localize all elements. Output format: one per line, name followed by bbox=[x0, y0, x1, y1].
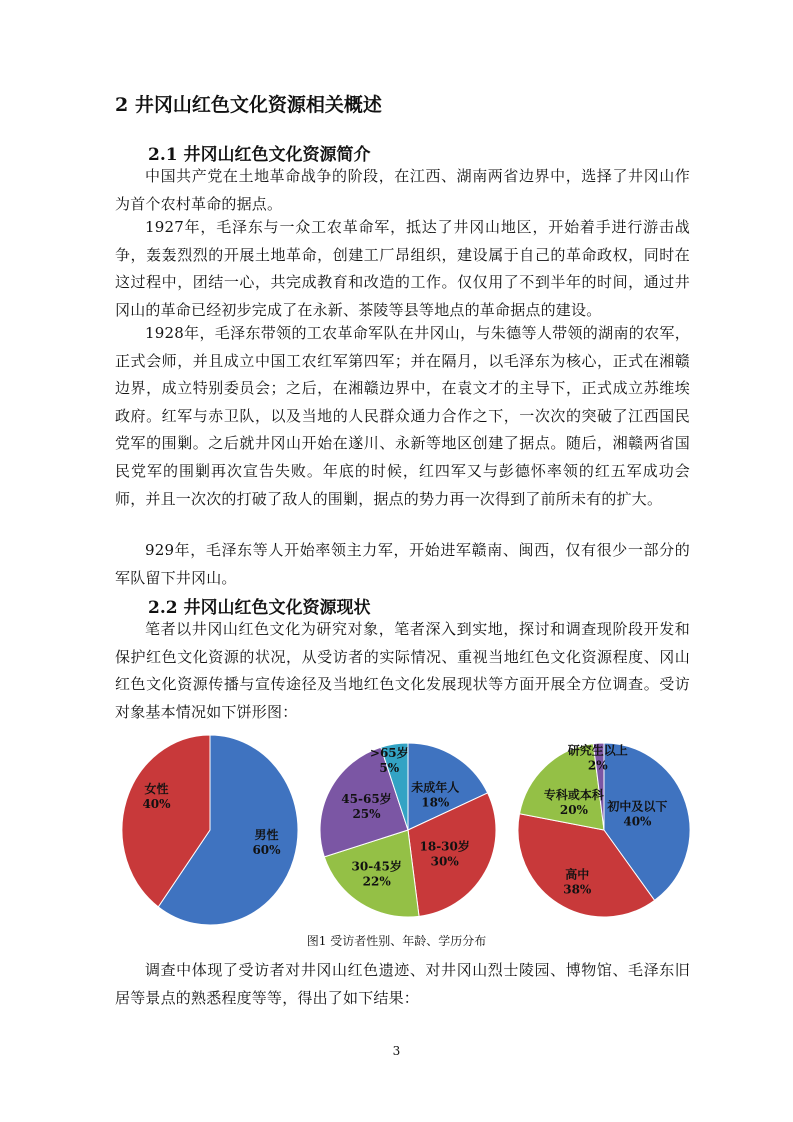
slice-label: 男性 bbox=[254, 828, 279, 842]
slice-percent-label: 5% bbox=[379, 761, 400, 775]
section-heading: 2 井冈山红色文化资源相关概述 bbox=[115, 94, 382, 116]
paragraph: 笔者以井冈山红色文化为研究对象，笔者深入到实地，探讨和调查现阶段开发和保护红色文化资源的状况，从受访者的实际情况、重视当地红色文化资源程度、冈山红色文化资源传播与宣传途径及当地红色文化发展现状等方面开展全方位调查。受访对象基本情况如下饼形图： bbox=[115, 620, 690, 721]
paragraph: 929年，毛泽东等人开始率领主力军，开始进军赣南、闽西，仅有很少一部分的军队留下井冈山。 bbox=[115, 541, 690, 587]
slice-label: 18-30岁 bbox=[419, 839, 470, 854]
figure-caption: 图1 受访者性别、年龄、学历分布 bbox=[306, 934, 487, 948]
paragraph: 中国共产党在土地革命战争的阶段，在江西、湖南两省边界中，选择了井冈山作为首个农村革命的据点。 bbox=[115, 167, 690, 213]
slice-label: 初中及以下 bbox=[607, 799, 668, 814]
slice-percent-label: 18% bbox=[421, 795, 450, 810]
slice-label: >65岁 bbox=[369, 746, 409, 760]
slice-percent-label: 20% bbox=[559, 803, 588, 818]
slice-percent-label: 2% bbox=[587, 758, 608, 773]
slice-percent-label: 22% bbox=[362, 874, 391, 889]
slice-label: 未成年人 bbox=[411, 780, 460, 795]
slice-label: 研究生以上 bbox=[567, 743, 628, 758]
slice-percent-label: 25% bbox=[352, 807, 381, 822]
slice-percent-label: 60% bbox=[252, 843, 281, 857]
slice-label: 专科或本科 bbox=[543, 788, 604, 803]
pie-chart-education bbox=[516, 740, 696, 920]
pie-chart-gender bbox=[120, 730, 300, 920]
slice-percent-label: 38% bbox=[563, 882, 592, 897]
paragraph: 1927年，毛泽东与一众工农革命军，抵达了井冈山地区，开始着手进行游击战争，轰轰烈烈的开展土地革命，创建工厂昂组织，建设属于自己的革命政权，同时在这过程中，团结一心，共完成教育和改造的工作。仅仅用了不到半年的时间，通过井冈山的革命已经初步完成了在永新、茶陵等县等地点的革命据点的建设。 bbox=[115, 218, 690, 319]
subsection-heading-2-2: 2.2 井冈山红色文化资源现状 bbox=[148, 598, 371, 618]
slice-label: 45-65岁 bbox=[341, 792, 392, 807]
slice-percent-label: 40% bbox=[142, 797, 171, 811]
slice-label: 30-45岁 bbox=[351, 859, 402, 874]
slice-label: 高中 bbox=[565, 867, 590, 882]
page-number: 3 bbox=[392, 1044, 401, 1058]
subsection-heading-2-1: 2.1 井冈山红色文化资源简介 bbox=[148, 145, 371, 165]
pie-chart-age bbox=[318, 740, 498, 920]
slice-percent-label: 30% bbox=[430, 854, 459, 869]
paragraph: 1928年，毛泽东带领的工农革命军队在井冈山，与朱德等人带领的湖南的农军，正式会师，并且成立中国工农红军第四军；并在隔月，以毛泽东为核心，正式在湘赣边界，成立特别委员会；之后，在湘赣边界中，在袁文才的主导下，正式成立苏维埃政府。红军与赤卫队，以及当地的人民群众通力合作之下，一次次的突破了江西国民党军的围剿。之后就井冈山开始在遂川、永新等地区创建了据点。随后，湘赣两省国民党军的围剿再次宣告失败。年底的时候，红四军又与彭德怀率领的红五军成功会师，并且一次次的打破了敌人的围剿，据点的势力再一次得到了前所未有的扩大。 bbox=[115, 324, 690, 508]
slice-percent-label: 40% bbox=[623, 814, 652, 829]
slice-label: 女性 bbox=[144, 782, 169, 796]
paragraph: 调查中体现了受访者对井冈山红色遗迹、对井冈山烈士陵园、博物馆、毛泽东旧居等景点的熟悉程度等等，得出了如下结果： bbox=[115, 961, 690, 1007]
